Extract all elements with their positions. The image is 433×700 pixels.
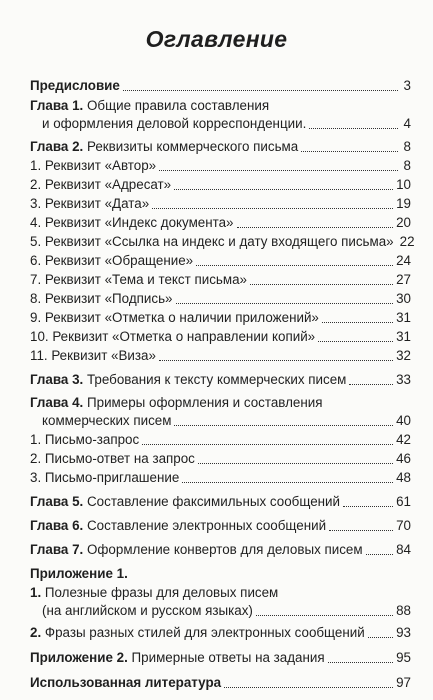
toc-entry-text: (на английском и русском языках) xyxy=(42,603,253,618)
toc-page-number: 3 xyxy=(403,78,411,93)
toc-entry-title xyxy=(30,271,247,289)
dot-leader xyxy=(159,170,398,171)
toc-page-number: 70 xyxy=(396,518,411,533)
toc-page-number: 40 xyxy=(396,413,411,428)
toc-page-number: 33 xyxy=(396,372,411,387)
toc-entry-text: Составление факсимильных сообщений xyxy=(83,494,340,509)
toc-entry-title xyxy=(30,157,156,175)
dot-leader xyxy=(174,189,393,190)
toc-entry xyxy=(30,584,411,602)
toc-entry-heading: Глава 6. xyxy=(30,518,84,533)
toc-entry xyxy=(30,195,411,213)
toc-entry-heading: Глава 2. xyxy=(30,139,84,154)
toc-entry xyxy=(30,565,411,583)
toc-entry xyxy=(30,176,411,194)
dot-leader xyxy=(309,128,398,129)
toc-entry xyxy=(42,412,411,430)
toc-entry-title xyxy=(30,176,171,194)
toc-entry xyxy=(30,157,411,175)
toc-page-number: 4 xyxy=(403,116,411,131)
dot-leader xyxy=(123,90,398,91)
toc-entry xyxy=(30,517,411,535)
toc-page-number: 27 xyxy=(396,272,411,287)
dot-leader xyxy=(343,506,393,507)
toc-entry-title xyxy=(30,649,325,667)
toc-entry-heading: Глава 1. xyxy=(30,98,84,113)
toc-entry-text: Примеры оформления и составления xyxy=(83,395,323,410)
dot-leader xyxy=(368,637,393,638)
toc-entry-text: Реквизиты коммерческого письма xyxy=(83,139,299,154)
toc-entry xyxy=(30,97,411,115)
page-title: Оглавление xyxy=(145,26,288,52)
toc-entry-title xyxy=(30,328,315,346)
dot-leader xyxy=(256,615,393,616)
toc-entry-title xyxy=(30,450,195,468)
toc-page-number: 22 xyxy=(399,234,415,249)
toc-entry-title xyxy=(30,371,346,389)
toc-page-number: 97 xyxy=(396,675,411,690)
toc-entry-heading: Глава 3. xyxy=(30,372,84,387)
toc-entry-heading: Предисловие xyxy=(30,78,120,93)
toc-entry-title xyxy=(30,252,193,270)
toc-entry-title xyxy=(30,77,120,95)
dot-leader xyxy=(349,384,393,385)
toc-entry xyxy=(30,214,411,232)
toc-entry-title xyxy=(30,624,365,642)
toc-entry-text: Фразы разных стилей для электронных сообщений xyxy=(41,625,365,640)
toc-entry-heading: Глава 7. xyxy=(30,542,84,557)
toc-entry xyxy=(30,431,411,449)
toc-entry xyxy=(30,450,411,468)
toc-entry-text: 3. Реквизит «Дата» xyxy=(30,196,150,211)
toc-page-number: 88 xyxy=(396,603,411,618)
toc-page-number: 31 xyxy=(396,329,411,344)
toc-entry-text: Составление электронных сообщений xyxy=(83,518,327,533)
toc-entry xyxy=(30,493,411,511)
toc-entry xyxy=(30,394,411,412)
toc-entry-heading: 1. xyxy=(30,585,42,600)
toc-entry xyxy=(30,674,411,692)
toc-entry-heading: Глава 4. xyxy=(30,395,84,410)
toc-entry-title xyxy=(30,431,139,449)
toc-entry-text: Оформление конвертов для деловых писем xyxy=(83,542,363,557)
toc-page-number: 8 xyxy=(403,158,411,173)
toc-entry-text: 1. Письмо-запрос xyxy=(30,432,140,447)
toc-page-number: 32 xyxy=(396,348,411,363)
dot-leader xyxy=(152,208,393,209)
toc-entry-text: Полезные фразы для деловых писем xyxy=(41,585,279,600)
toc-entry-title xyxy=(30,347,156,365)
toc-page-number: 61 xyxy=(396,494,411,509)
toc-entry-title xyxy=(30,214,234,232)
toc-entry-heading: Приложение 2. xyxy=(30,650,128,665)
toc-entry-title xyxy=(30,233,394,251)
toc-entry-text: 9. Реквизит «Отметка о наличии приложений» xyxy=(30,310,319,325)
dot-leader xyxy=(318,341,393,342)
toc-entry-title xyxy=(30,674,221,692)
toc-entry xyxy=(30,371,411,389)
toc-entry-title xyxy=(30,565,128,583)
toc-entry-text: 3. Письмо-приглашение xyxy=(30,470,180,485)
toc-entry-title xyxy=(30,469,179,487)
toc-page-number: 42 xyxy=(396,432,411,447)
toc-entry-title xyxy=(42,412,171,430)
toc-entry-text: коммерческих писем xyxy=(42,413,172,428)
dot-leader xyxy=(237,227,394,228)
dot-leader xyxy=(366,554,394,555)
dot-leader xyxy=(196,265,393,266)
dot-leader xyxy=(159,360,393,361)
toc-entry-heading: Использованная литература xyxy=(30,675,222,690)
toc-entry-heading: 2. xyxy=(30,625,42,640)
dot-leader xyxy=(176,303,394,304)
toc-entry-text: 2. Письмо-ответ на запрос xyxy=(30,451,195,466)
toc-entry xyxy=(30,649,411,667)
toc-entry-title xyxy=(30,541,363,559)
toc-entry-text: Общие правила составления xyxy=(83,98,270,113)
toc-entry-text: 8. Реквизит «Подпись» xyxy=(30,291,173,306)
toc-entry-title xyxy=(30,517,326,535)
dot-leader xyxy=(174,425,393,426)
toc-entry-text: 5. Реквизит «Ссылка на индекс и дату входящего письма» xyxy=(30,234,394,249)
toc-entry-text: 1. Реквизит «Автор» xyxy=(30,158,157,173)
toc-entry xyxy=(42,115,411,133)
toc-page-number: 93 xyxy=(396,625,411,640)
dot-leader xyxy=(301,151,398,152)
dot-leader xyxy=(328,662,393,663)
toc-entry xyxy=(30,309,411,327)
toc-entry-title xyxy=(30,138,298,156)
dot-leader xyxy=(142,444,393,445)
dot-leader xyxy=(224,687,393,688)
dot-leader xyxy=(198,463,393,464)
toc-entry-text: Примерные ответы на задания xyxy=(127,650,325,665)
toc-entry xyxy=(30,138,411,156)
toc-entry-title xyxy=(42,602,253,620)
toc-page-number: 30 xyxy=(396,291,411,306)
toc-entry-title xyxy=(30,97,269,115)
toc-entry-text: 7. Реквизит «Тема и текст письма» xyxy=(30,272,247,287)
toc-entry xyxy=(30,77,411,95)
toc-page-number: 84 xyxy=(396,542,411,557)
toc-entry xyxy=(30,328,411,346)
toc-entry-title xyxy=(30,394,322,412)
toc-entry-text: 10. Реквизит «Отметка о направлении копий» xyxy=(30,329,316,344)
toc-entry-title xyxy=(30,195,149,213)
toc-entry-title xyxy=(30,584,278,602)
dot-leader xyxy=(182,482,393,483)
toc-entry-title xyxy=(30,290,173,308)
toc-entry xyxy=(30,290,411,308)
toc-entry xyxy=(30,469,411,487)
toc-entry-text: и оформления деловой корреспонденции. xyxy=(42,116,307,131)
toc-entry-text: 11. Реквизит «Виза» xyxy=(30,348,156,363)
toc-entry-title xyxy=(30,309,319,327)
toc-page-number: 10 xyxy=(396,177,411,192)
toc-page-number: 24 xyxy=(396,253,411,268)
toc-page-number: 31 xyxy=(396,310,411,325)
toc-entry-text: 2. Реквизит «Адресат» xyxy=(30,177,172,192)
toc-page-number: 8 xyxy=(403,139,411,154)
toc-entry xyxy=(30,233,415,251)
toc-page-number: 95 xyxy=(396,650,411,665)
toc-page-number: 20 xyxy=(396,215,411,230)
dot-leader xyxy=(322,322,393,323)
toc-entry-heading: Приложение 1. xyxy=(30,566,128,581)
toc-entry xyxy=(30,271,411,289)
dot-leader xyxy=(329,530,393,531)
toc-page-number: 48 xyxy=(396,470,411,485)
toc-entry xyxy=(30,347,411,365)
toc-entry-text: 4. Реквизит «Индекс документа» xyxy=(30,215,234,230)
toc-entry-title xyxy=(42,115,306,133)
toc-entry xyxy=(42,602,411,620)
toc-entry-heading: Глава 5. xyxy=(30,494,84,509)
toc-entry-title xyxy=(30,493,340,511)
toc-page-number: 19 xyxy=(396,196,411,211)
toc-entry-text: Требования к тексту коммерческих писем xyxy=(83,372,347,387)
dot-leader xyxy=(250,284,393,285)
toc-entry xyxy=(30,624,411,642)
toc-entry-text: 6. Реквизит «Обращение» xyxy=(30,253,194,268)
toc-page-number: 46 xyxy=(396,451,411,466)
toc-entry xyxy=(30,252,411,270)
toc-entry xyxy=(30,541,411,559)
